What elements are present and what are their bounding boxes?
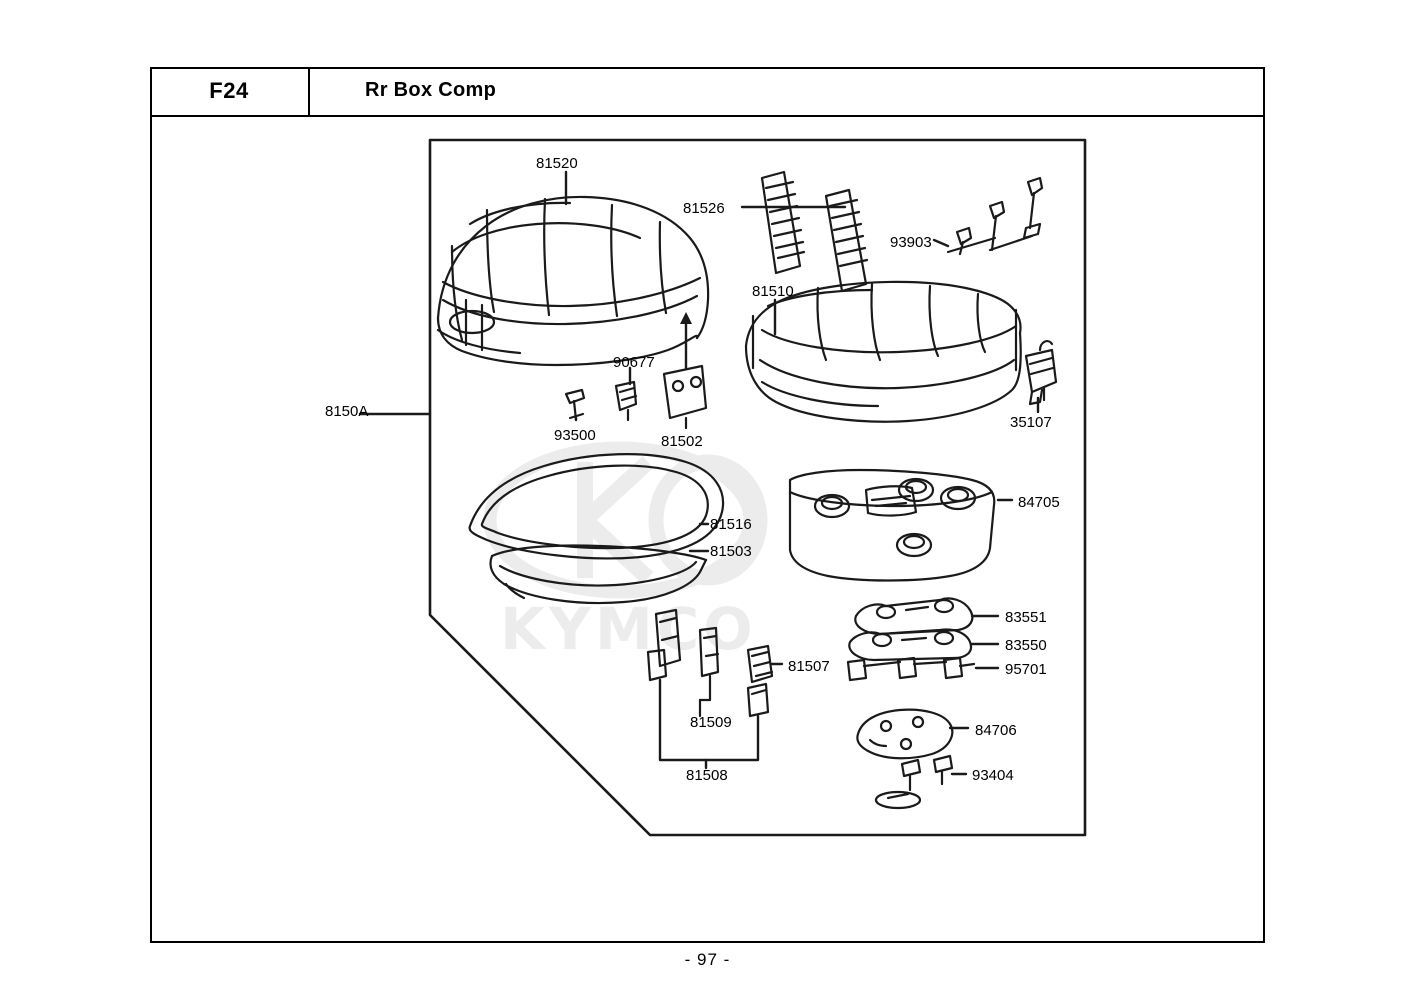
part-83550-strap — [849, 630, 971, 661]
part-83551-strap — [855, 598, 972, 634]
part-label-81520: 81520 — [536, 155, 578, 172]
section-code: F24 — [209, 78, 249, 103]
part-81507-hinge — [748, 646, 772, 682]
part-81526-reflectors — [762, 172, 867, 291]
part-95701-bolts — [848, 658, 974, 680]
part-label-93404: 93404 — [972, 767, 1014, 784]
part-81503-seal — [491, 545, 707, 603]
part-label-81516: 81516 — [710, 516, 752, 533]
page-title: Rr Box Comp — [365, 79, 497, 101]
part-label-81509: 81509 — [690, 714, 732, 731]
part-label-84705: 84705 — [1018, 494, 1060, 511]
part-35107-lock — [1026, 341, 1056, 404]
part-93903-screws — [948, 178, 1042, 254]
part-label-90677: 90677 — [613, 354, 655, 371]
part-label-81526: 81526 — [683, 200, 725, 217]
part-label-83551: 83551 — [1005, 609, 1047, 626]
part-93500-screw — [566, 390, 584, 420]
part-84705-bracket — [790, 470, 994, 581]
part-label-81510: 81510 — [752, 283, 794, 300]
part-label-8150A: 8150A — [325, 403, 369, 420]
part-81520-lid — [438, 197, 708, 365]
part-label-95701: 95701 — [1005, 661, 1047, 678]
part-90677-clip — [616, 382, 636, 420]
part-84706-plate — [857, 710, 952, 759]
part-label-81507: 81507 — [788, 658, 830, 675]
part-label-81503: 81503 — [710, 543, 752, 560]
part-label-35107: 35107 — [1010, 414, 1052, 431]
part-label-93500: 93500 — [554, 427, 596, 444]
part-label-81502: 81502 — [661, 433, 703, 450]
part-81502-plate — [664, 366, 706, 428]
page-number: - 97 - — [684, 950, 731, 969]
arrow-81502 — [680, 312, 692, 324]
part-81510-body — [746, 282, 1021, 422]
part-81516-pad — [470, 454, 723, 558]
part-label-83550: 83550 — [1005, 637, 1047, 654]
part-label-81508: 81508 — [686, 767, 728, 784]
leader-81509-a — [700, 676, 710, 700]
part-label-84706: 84706 — [975, 722, 1017, 739]
part-label-93903: 93903 — [890, 234, 932, 251]
leader-93903 — [934, 240, 948, 246]
part-93404-bolt — [876, 756, 952, 808]
